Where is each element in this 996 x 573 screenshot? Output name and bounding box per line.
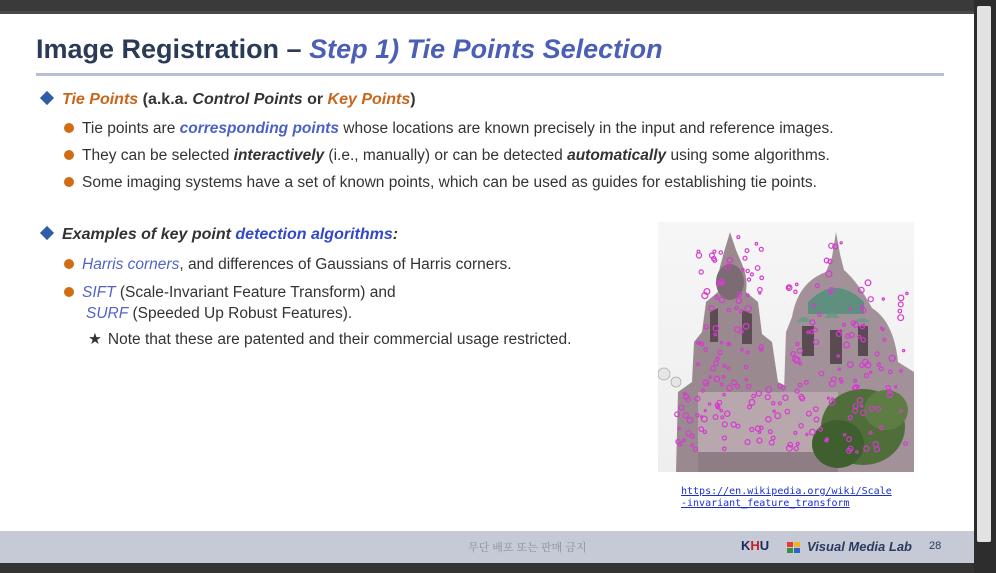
emph-detection-algorithms: detection algorithms bbox=[235, 226, 393, 243]
dot-bullet-icon bbox=[64, 123, 74, 133]
khu-logo bbox=[741, 538, 769, 553]
item-text: using some algorithms. bbox=[666, 147, 830, 164]
emph-interactively: interactively bbox=[233, 147, 325, 164]
list-item bbox=[64, 120, 834, 138]
title-main: Image Registration – bbox=[36, 34, 310, 64]
term-sift: SIFT bbox=[82, 284, 116, 301]
emph-corresponding-points: corresponding points bbox=[179, 120, 339, 137]
bottom-strip bbox=[0, 563, 974, 573]
slide bbox=[0, 14, 974, 563]
list-item-continuation bbox=[86, 305, 352, 323]
aka-or: or bbox=[302, 91, 328, 108]
item-text: (Scale-Invariant Feature Transform) and bbox=[115, 284, 396, 301]
item-text: whose locations are known precisely in the input and reference images. bbox=[338, 120, 834, 137]
emph-automatically: automatically bbox=[567, 147, 667, 164]
slide-footer bbox=[0, 531, 974, 563]
list-item bbox=[64, 284, 396, 302]
item-text: They can be selected bbox=[82, 147, 234, 164]
note-item bbox=[88, 330, 571, 349]
item-text: (i.e., manually) or can be detected bbox=[324, 147, 568, 164]
footer-notice: 무단 배포 또는 판매 금지 bbox=[468, 542, 587, 554]
image-source-link-line2[interactable]: -invariant_feature_transform bbox=[681, 498, 850, 509]
item-text: Some imaging systems have a set of known points, which can be used as guides for establishing tie points. bbox=[82, 174, 817, 191]
sift-keypoints-photo bbox=[658, 222, 914, 472]
scrollbar-thumb[interactable] bbox=[977, 6, 991, 542]
aka-open: (a.k.a. bbox=[138, 91, 193, 108]
note-text: Note that these are patented and their commercial usage restricted. bbox=[107, 331, 572, 348]
heading-colon: : bbox=[392, 226, 399, 243]
list-item bbox=[64, 174, 817, 192]
aka-close: ) bbox=[410, 91, 416, 108]
visual-media-lab-label: Visual Media Lab bbox=[807, 539, 912, 554]
dot-bullet-icon bbox=[64, 259, 74, 269]
section1-heading bbox=[42, 91, 416, 109]
term-tie-points: Tie Points bbox=[62, 91, 139, 108]
term-harris-corners: Harris corners bbox=[82, 256, 180, 273]
khu-u: U bbox=[759, 538, 770, 553]
khu-k: K bbox=[741, 538, 751, 553]
section2-heading bbox=[42, 226, 398, 244]
page-number: 28 bbox=[929, 540, 942, 552]
title-subtitle: Step 1) Tie Points Selection bbox=[309, 34, 663, 64]
item-text: (Speeded Up Robust Features). bbox=[128, 305, 353, 322]
item-text: , and differences of Gaussians of Harris corners. bbox=[179, 256, 512, 273]
heading-text: Examples of key point bbox=[62, 226, 236, 243]
image-source-link-line1[interactable]: https://en.wikipedia.org/wiki/Scale bbox=[681, 486, 892, 497]
image-source-link[interactable] bbox=[681, 486, 892, 510]
dot-bullet-icon bbox=[64, 287, 74, 297]
aka-control-points: Control Points bbox=[192, 91, 303, 108]
list-item bbox=[64, 147, 830, 165]
slide-title bbox=[36, 34, 663, 65]
term-surf: SURF bbox=[86, 305, 129, 322]
khu-h: H bbox=[750, 538, 760, 553]
visual-media-lab-logo-icon bbox=[787, 542, 801, 554]
dot-bullet-icon bbox=[64, 177, 74, 187]
star-bullet-icon: ★ bbox=[88, 331, 102, 348]
diamond-bullet-icon bbox=[40, 91, 54, 105]
diamond-bullet-icon bbox=[40, 226, 54, 240]
list-item bbox=[64, 256, 512, 274]
dot-bullet-icon bbox=[64, 150, 74, 160]
item-text: Tie points are bbox=[82, 120, 180, 137]
aka-key-points: Key Points bbox=[327, 91, 411, 108]
title-underline bbox=[36, 73, 944, 76]
